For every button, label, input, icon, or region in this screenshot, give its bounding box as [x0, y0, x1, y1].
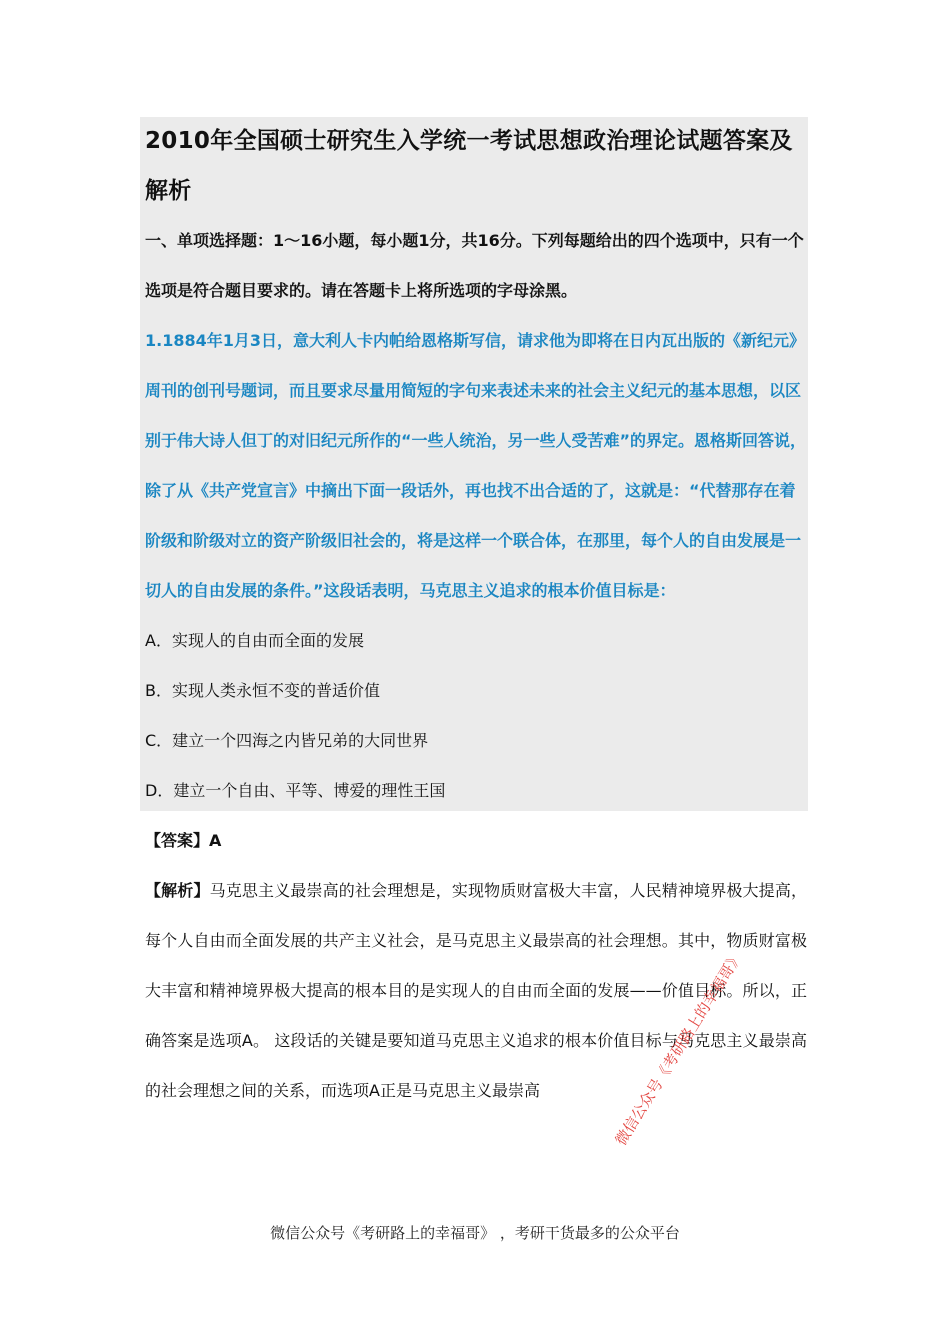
option-c: C．建立一个四海之内皆兄弟的大同世界 — [145, 731, 429, 750]
analysis-label: 【解析】 — [145, 881, 210, 900]
answer-line: 【答案】A — [145, 831, 222, 850]
option-d: D．建立一个自由、平等、博爱的理性王国 — [145, 781, 446, 800]
question-text: 1.1884年1月3日，意大利人卡内帕给恩格斯写信，请求他为即将在日内瓦出版的《新纪元》周刊的创刊号题词，而且要求尽量用简短的字句来表述未来的社会主义纪元的基本思想，以区别于伟大诗人但丁的对旧纪元所作的“一些人统治，另一些人受苦难”的界定。恩格斯回答说，除了从《共产党宣言》中摘出下面一段话外，再也找不出合适的了，这就是：“代替那存在着阶级和阶级对立的资产阶级旧社会的，将是这样一个联合体，在那里，每个人的自由发展是一切人的自由发展的条件。”这段话表明，马克思主义追求的根本价值目标是： — [145, 331, 807, 600]
page-footer: 微信公众号《考研路上的幸福哥》 ，考研干货最多的公众平台 — [270, 1224, 680, 1242]
section-heading: 一、单项选择题：1～16小题，每小题1分，共16分。下列每题给出的四个选项中，只有一个选项是符合题目要求的。请在答题卡上将所选项的字母涂黑。 — [145, 231, 804, 300]
document-content — [145, 116, 807, 1116]
option-a: A．实现人的自由而全面的发展 — [145, 631, 364, 650]
analysis-text: 马克思主义最崇高的社会理想是，实现物质财富极大丰富，人民精神境界极大提高，每个人自由而全面发展的共产主义社会，是马克思主义最崇高的社会理想。其中，物质财富极大丰富和精神境界极大提高的根本目的是实现人的自由而全面的发展——价值目标。所以，正确答案是选项A。 这段话的关键是要知道马克思主义追求的根本价值目标与马克思主义最崇高的社会理想之间的关系，而选项A正是马克思主义最崇高 — [145, 881, 807, 1100]
watermark-stamp: 微信公众号《考研路上的幸福哥》 — [611, 948, 747, 1149]
option-b: B．实现人类永恒不变的普适价值 — [145, 681, 380, 700]
page-title: 2010年全国硕士研究生入学统一考试思想政治理论试题答案及解析 — [145, 128, 793, 204]
